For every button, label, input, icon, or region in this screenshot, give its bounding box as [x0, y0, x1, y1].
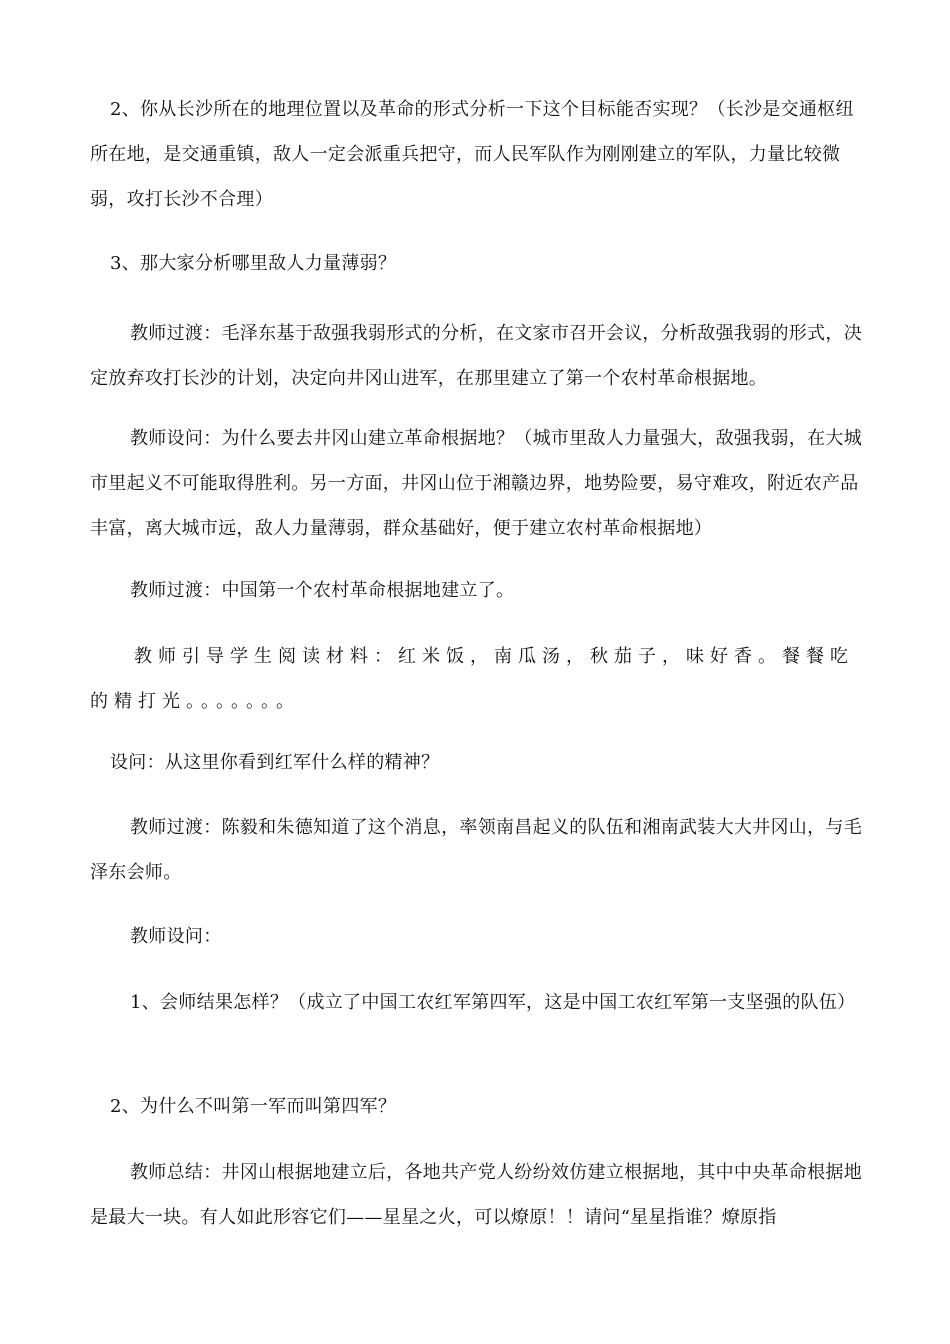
- paragraph-question-1-result: 1、会师结果怎样？（成立了中国工农红军第四军，这是中国工农红军第一支坚强的队伍）: [130, 992, 856, 1013]
- paragraph-teacher-transition-meeting: 教师过渡：陈毅和朱德知道了这个消息，率领南昌起义的队伍和湘南武装大大井冈山，与毛泽东会师。: [90, 817, 862, 883]
- paragraph-teacher-summary: 教师总结：井冈山根据地建立后，各地共产党人纷纷效仿建立根据地，其中中央革命根据地是最大一块。有人如此形容它们——星星之火，可以燎原！！请问“星星指谁？燎原指: [90, 1162, 862, 1228]
- paragraph-teacher-question-heading: 教师设问：: [130, 926, 222, 947]
- paragraph-teacher-transition-wenjiashi: 教师过渡：毛泽东基于敌强我弱形式的分析，在文家市召开会议，分析敌强我弱的形式，决定放弃攻打长沙的计划，决定向井冈山进军，在那里建立了第一个农村革命根据地。: [90, 323, 862, 389]
- paragraph-teacher-question-jinggangshan: 教师设问：为什么要去井冈山建立革命根据地？（城市里敌人力量强大，敌强我弱，在大城市里起义不可能取得胜利。另一方面，井冈山位于湘赣边界，地势险要，易守难攻，附近农产品丰富，离大城市远，敌人力量薄弱，群众基础好，便于建立农村革命根据地）: [90, 428, 862, 539]
- paragraph-question-spirit: 设问：从这里你看到红军什么样的精神？: [110, 752, 440, 773]
- paragraph-question-2-changsha: 2、你从长沙所在的地理位置以及革命的形式分析一下这个目标能否实现？（长沙是交通枢纽所在地，是交通重镇，敌人一定会派重兵把守，而人民军队作为刚刚建立的军队，力量比较微弱，攻打长沙不合理）: [90, 99, 854, 210]
- paragraph-question-3-weak-enemy: 3、那大家分析哪里敌人力量薄弱？: [110, 253, 397, 274]
- paragraph-teacher-transition-base-built: 教师过渡：中国第一个农村革命根据地建立了。: [130, 580, 515, 601]
- paragraph-reading-material: 教师引导学生阅读材料：红米饭，南瓜汤，秋茄子，味好香。餐餐吃的精打光。。。。。。。: [90, 646, 854, 712]
- paragraph-question-2-fourth-army: 2、为什么不叫第一军而叫第四军？: [110, 1096, 397, 1117]
